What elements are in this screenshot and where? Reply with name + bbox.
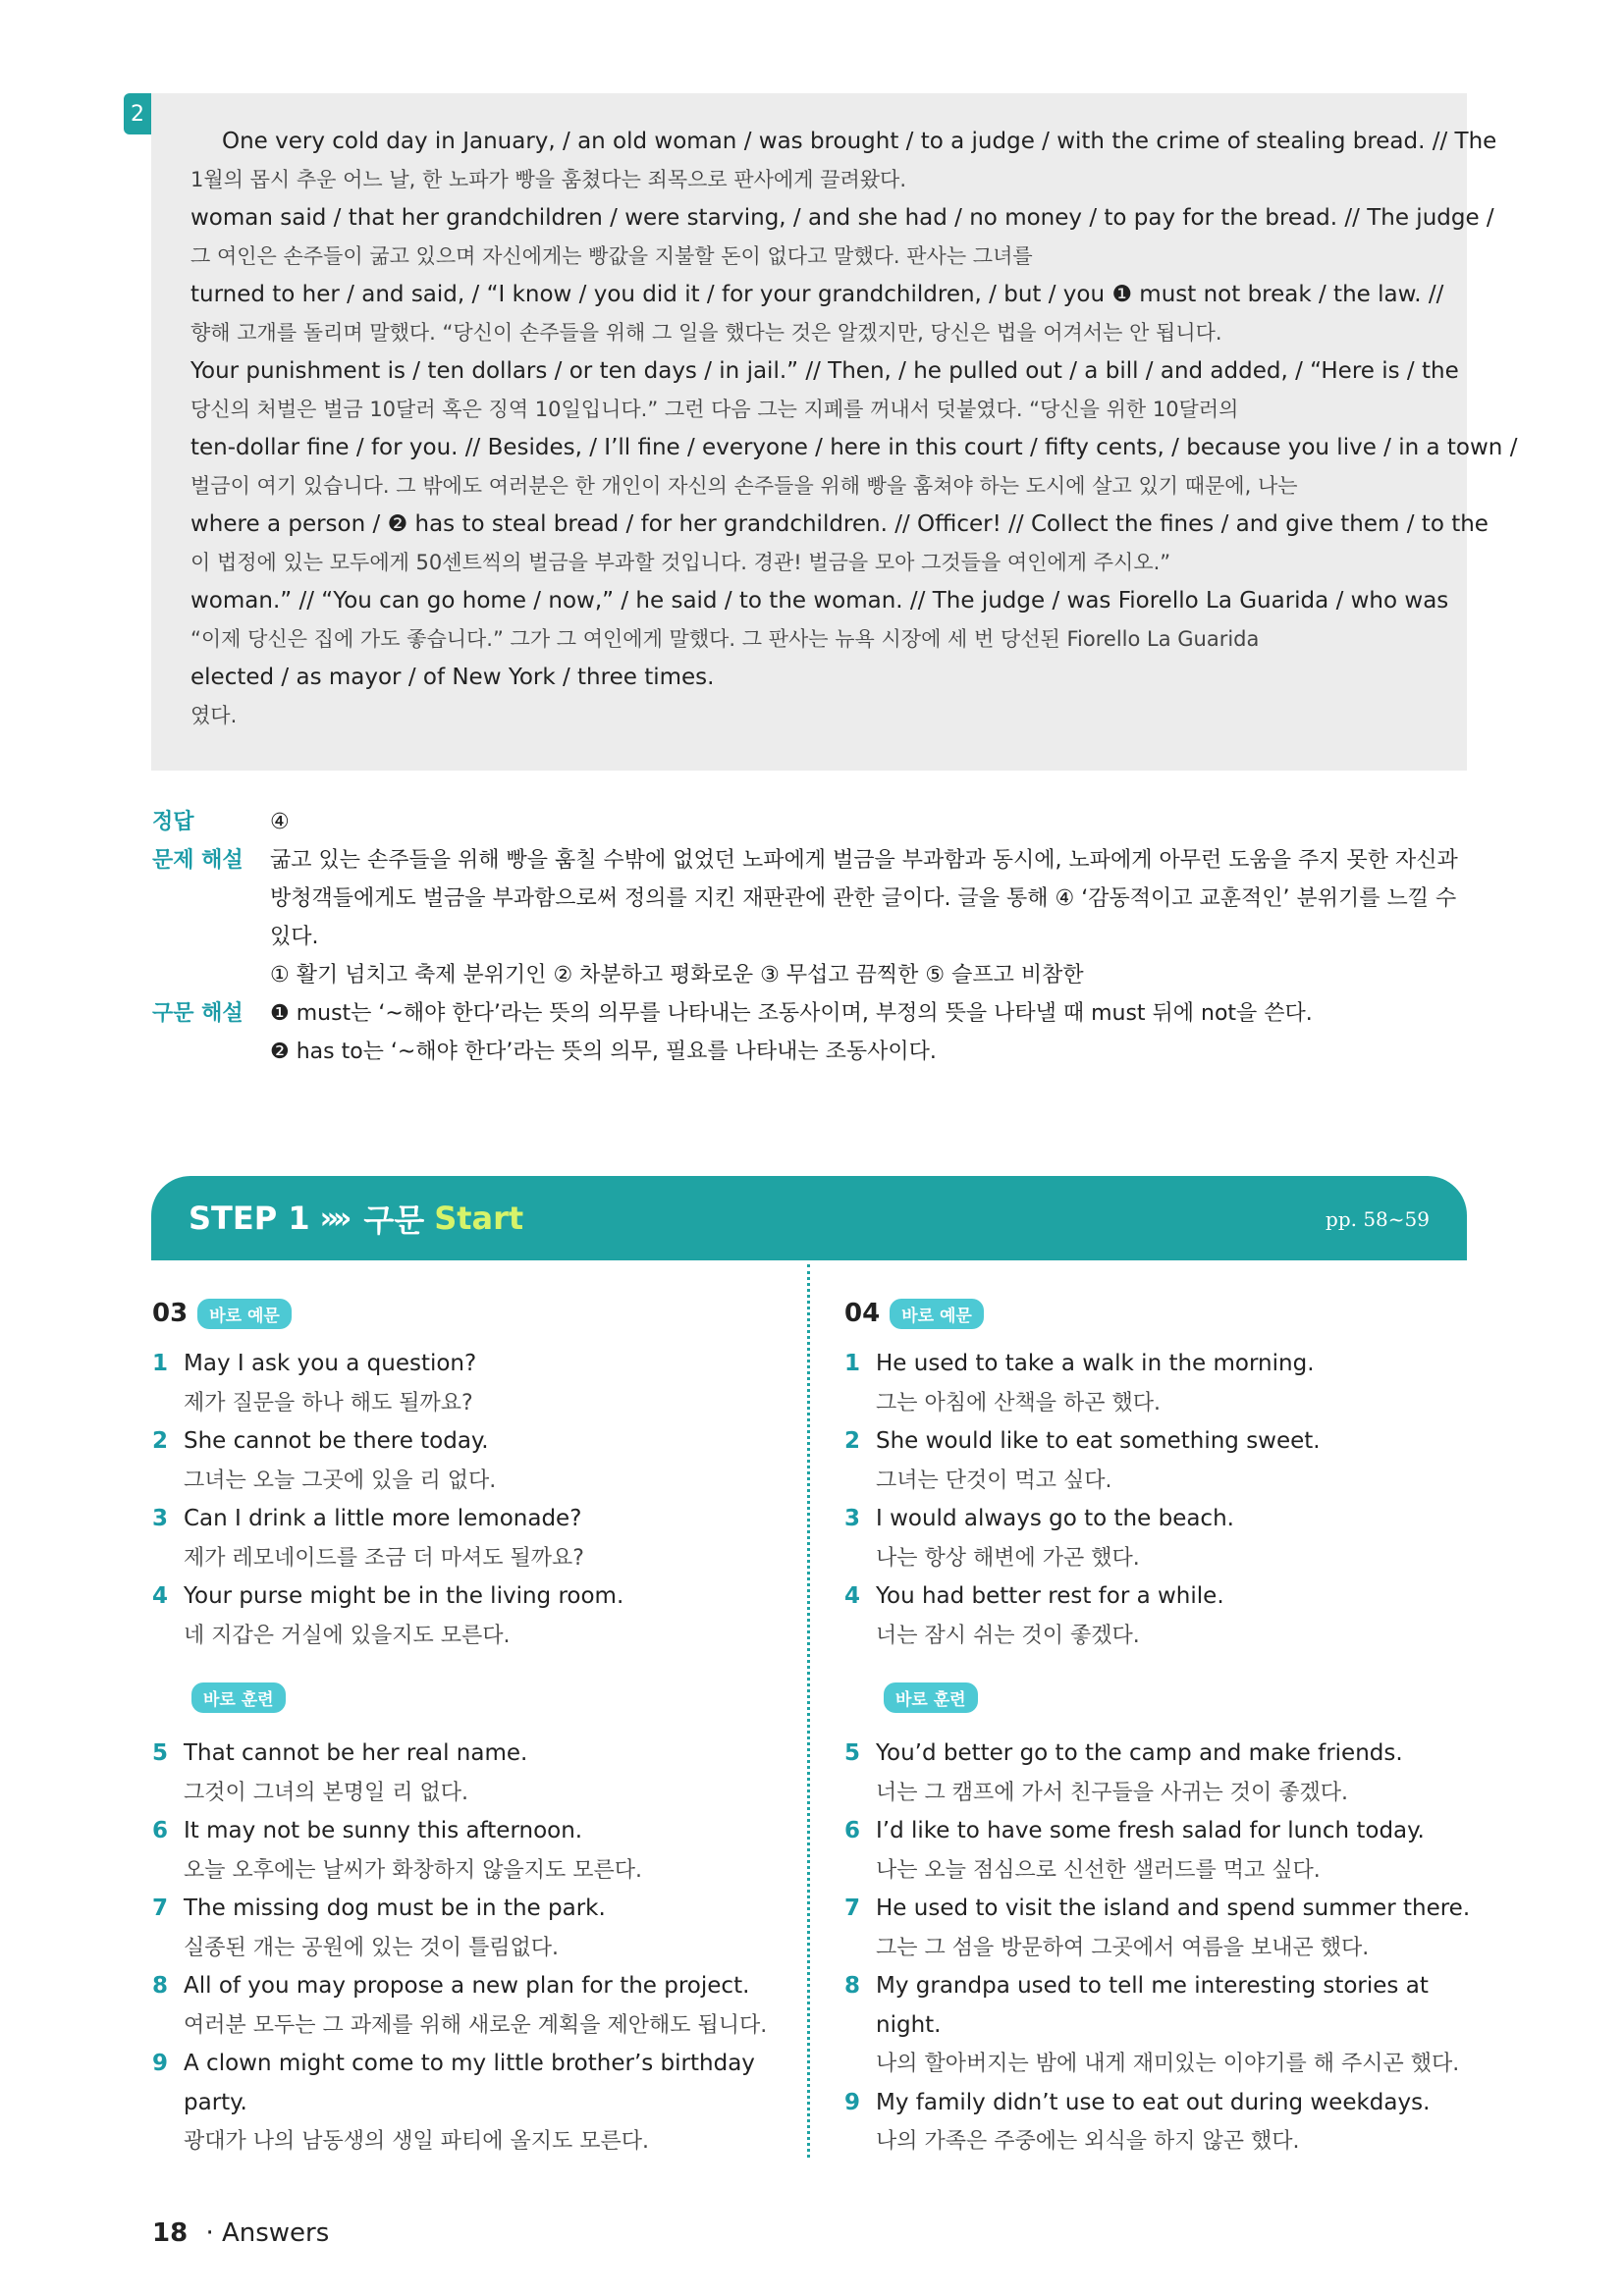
- item-number: 8: [152, 1973, 169, 1999]
- passage-korean-line: 당신의 처벌은 벌금 10달러 혹은 징역 10일입니다.” 그런 다음 그는 지폐를 꺼내서 덧붙였다. “당신을 위한 10달러의: [190, 398, 1239, 421]
- passage-korean-line: 향해 고개를 돌리며 말했다. “당신이 손주들을 위해 그 일을 했다는 것은 알겠지만, 당신은 법을 어겨서는 안 됩니다.: [190, 321, 1222, 345]
- item-number: 7: [844, 1896, 861, 1921]
- item-korean: 그것이 그녀의 본명일 리 없다.: [184, 1780, 468, 1805]
- step-title: [189, 1196, 523, 1241]
- item-text: [876, 1422, 1473, 1500]
- item-korean: 네 지갑은 거실에 있을지도 모른다.: [184, 1623, 511, 1648]
- page-reference: pp. 58~59: [1326, 1207, 1430, 1231]
- item-number: 9: [844, 2089, 861, 2115]
- passage-english-line: woman.” // “You can go home / now,” / he said / to the woman. // The judge / was Fiorello La Guarida / who was: [190, 588, 1449, 614]
- item-english: He used to take a walk in the morning.: [876, 1351, 1315, 1376]
- sentence-item: [152, 1500, 781, 1577]
- item-text: [876, 1812, 1473, 1890]
- sentence-item: [152, 1812, 781, 1890]
- item-number: 2: [152, 1428, 169, 1454]
- section-header: [844, 1294, 1473, 1333]
- section-number: 04: [844, 1299, 881, 1328]
- item-text: [184, 1890, 781, 1967]
- item-korean: 그는 아침에 산책을 하곤 했다.: [876, 1390, 1161, 1415]
- answer-label: 정답: [152, 810, 194, 834]
- syntax-text: [270, 994, 1468, 1071]
- passage-english-line: elected / as mayor / of New York / three times.: [190, 665, 715, 690]
- section-header: [152, 1294, 781, 1333]
- item-text: [876, 1735, 1473, 1812]
- item-number: 7: [152, 1896, 169, 1921]
- answer-section: [152, 803, 1468, 1071]
- item-text: [184, 1577, 781, 1655]
- syntax-row: [152, 994, 1468, 1071]
- item-text: [876, 2084, 1473, 2162]
- item-english: All of you may propose a new plan for the project.: [184, 1973, 750, 1999]
- item-korean: 나는 항상 해변에 가곤 했다.: [876, 1545, 1140, 1571]
- item-number: 9: [152, 2051, 169, 2076]
- sentence-item: [844, 2084, 1473, 2162]
- item-english: I would always go to the beach.: [876, 1506, 1234, 1531]
- item-english: She would like to eat something sweet.: [876, 1428, 1321, 1454]
- item-number: 5: [152, 1740, 169, 1766]
- item-number: 4: [844, 1583, 861, 1609]
- step-title-en: Start: [434, 1200, 524, 1237]
- item-english: I’d like to have some fresh salad for lunch today.: [876, 1818, 1425, 1843]
- sentence-item: [844, 1890, 1473, 1967]
- item-number: 5: [844, 1740, 861, 1766]
- double-chevron-icon: »»: [319, 1201, 347, 1236]
- syntax-line: ❷ has to는 ‘~해야 한다’라는 뜻의 의무, 필요를 나타내는 조동사이다.: [270, 1040, 937, 1064]
- item-korean: 너는 잠시 쉬는 것이 좋겠다.: [876, 1623, 1140, 1648]
- item-korean: 오늘 오후에는 날씨가 화창하지 않을지도 모른다.: [184, 1857, 643, 1883]
- item-text: [184, 1735, 781, 1812]
- item-number: 1: [844, 1351, 861, 1376]
- step-title-ko: 구문: [363, 1201, 425, 1239]
- explanation-line: 굶고 있는 손주들을 위해 빵을 훔칠 수밖에 없었던 노파에게 벌금을 부과함과 동시에, 노파에게 아무런 도움을 주지 못한 자신과: [270, 848, 1458, 873]
- item-english: He used to visit the island and spend summer there.: [876, 1896, 1471, 1921]
- passage-korean-line: “이제 당신은 집에 가도 좋습니다.” 그가 그 여인에게 말했다. 그 판사는 뉴욕 시장에 세 번 당선된 Fiorello La Guarida: [190, 627, 1260, 651]
- footer-label: Answers: [221, 2218, 330, 2248]
- item-english: That cannot be her real name.: [184, 1740, 528, 1766]
- passage-number-tab: [124, 93, 151, 134]
- item-korean: 제가 질문을 하나 해도 될까요?: [184, 1390, 473, 1415]
- practice-list: [844, 1735, 1473, 2162]
- item-english: A clown might come to my little brother’s birthday party.: [184, 2051, 755, 2115]
- explanation-row: [152, 841, 1468, 994]
- item-text: [184, 1967, 781, 2045]
- example-list: [152, 1345, 781, 1655]
- item-korean: 여러분 모두는 그 과제를 위해 새로운 계획을 제안해도 됩니다.: [184, 2012, 768, 2038]
- item-english: You’d better go to the camp and make friends.: [876, 1740, 1403, 1766]
- item-korean: 제가 레모네이드를 조금 더 마셔도 될까요?: [184, 1545, 584, 1571]
- item-text: [184, 1500, 781, 1577]
- item-text: [184, 1345, 781, 1422]
- item-text: [184, 1812, 781, 1890]
- item-english: Your purse might be in the living room.: [184, 1583, 624, 1609]
- reading-passage-panel: [151, 93, 1518, 771]
- sentence-item: [844, 1812, 1473, 1890]
- sentence-item: [844, 1577, 1473, 1655]
- item-text: [876, 1890, 1473, 1967]
- item-korean: 그는 그 섬을 방문하여 그곳에서 여름을 보내곤 했다.: [876, 1935, 1370, 1960]
- syntax-line: ❶ must는 ‘~해야 한다’라는 뜻의 의무를 나타내는 조동사이며, 부정의 뜻을 나타낼 때 must 뒤에 not을 쓴다.: [270, 1001, 1313, 1026]
- practice-badge: 바로 훈련: [884, 1682, 978, 1713]
- item-number: 8: [844, 1973, 861, 1999]
- passage-english-line: ten-dollar fine / for you. // Besides, / I’ll fine / everyone / here in this court / fifty cents, / because you live / in a town /: [190, 435, 1518, 460]
- passage-korean-line: 이 법정에 있는 모두에게 50센트씩의 벌금을 부과할 것입니다. 경관! 벌금을 모아 그것들을 여인에게 주시오.”: [190, 551, 1171, 574]
- item-text: [876, 1577, 1473, 1655]
- explanation-text: [270, 841, 1468, 994]
- example-badge: 바로 예문: [197, 1299, 292, 1329]
- step-label: STEP 1: [189, 1200, 310, 1237]
- passage-korean-line: 였다.: [190, 704, 238, 727]
- item-english: My grandpa used to tell me interesting stories at night.: [876, 1973, 1429, 2038]
- item-english: Can I drink a little more lemonade?: [184, 1506, 582, 1531]
- right-column: [844, 1294, 1473, 2162]
- left-column: [152, 1294, 781, 2162]
- item-text: [876, 1500, 1473, 1577]
- example-badge: 바로 예문: [890, 1299, 984, 1329]
- item-korean: 나의 할아버지는 밤에 내게 재미있는 이야기를 해 주시곤 했다.: [876, 2052, 1460, 2076]
- sentence-item: [152, 1967, 781, 2045]
- sentence-item: [844, 1735, 1473, 1812]
- passage-english-line: turned to her / and said, / “I know / you did it / for your grandchildren, / but / you ❶ must not break / the law. //: [190, 282, 1444, 307]
- item-korean: 실종된 개는 공원에 있는 것이 틀림없다.: [184, 1935, 559, 1960]
- item-text: [876, 1967, 1473, 2084]
- explanation-options: ① 활기 넘치고 축제 분위기인 ② 차분하고 평화로운 ③ 무섭고 끔찍한 ⑤ 슬프고 비참한: [270, 963, 1084, 988]
- sentence-item: [152, 1890, 781, 1967]
- passage-english-line: Your punishment is / ten dollars / or ten days / in jail.” // Then, / he pulled out / a bill / and added, / “Here is / the: [190, 358, 1459, 384]
- step-banner: [151, 1176, 1467, 1260]
- item-number: 2: [844, 1428, 861, 1454]
- item-text: [876, 1345, 1473, 1422]
- item-number: 6: [152, 1818, 169, 1843]
- page-number: 18: [152, 2218, 189, 2248]
- item-korean: 그녀는 단것이 먹고 싶다.: [876, 1468, 1112, 1493]
- item-korean: 그녀는 오늘 그곳에 있을 리 없다.: [184, 1468, 497, 1493]
- item-korean: 광대가 나의 남동생의 생일 파티에 올지도 모른다.: [184, 2129, 649, 2154]
- passage-lines: [190, 123, 1518, 735]
- passage-korean-line: 1월의 몹시 추운 어느 날, 한 노파가 빵을 훔쳤다는 죄목으로 판사에게 끌려왔다.: [190, 168, 907, 191]
- sentence-item: [844, 1967, 1473, 2084]
- sentence-item: [152, 1735, 781, 1812]
- answer-value: ④: [270, 810, 290, 834]
- explanation-line: 방청객들에게도 벌금을 부과함으로써 정의를 지킨 재판관에 관한 글이다. 글을 통해 ④ ‘감동적이고 교훈적인’ 분위기를 느낄 수: [270, 886, 1457, 911]
- example-list: [844, 1345, 1473, 1655]
- sentence-item: [152, 1422, 781, 1500]
- item-english: She cannot be there today.: [184, 1428, 489, 1454]
- sentence-item: [152, 2045, 781, 2162]
- sentence-item: [844, 1500, 1473, 1577]
- item-korean: 나는 오늘 점심으로 신선한 샐러드를 먹고 싶다.: [876, 1857, 1321, 1883]
- item-korean: 나의 가족은 주중에는 외식을 하지 않곤 했다.: [876, 2129, 1300, 2154]
- answer-row: [152, 803, 1468, 841]
- practice-list: [152, 1735, 781, 2162]
- column-divider: [807, 1264, 810, 2158]
- sentence-item: [152, 1577, 781, 1655]
- explanation-line: 있다.: [270, 925, 319, 949]
- item-number: 3: [152, 1506, 169, 1531]
- passage-korean-line: 벌금이 여기 있습니다. 그 밖에도 여러분은 한 개인이 자신의 손주들을 위해 빵을 훔쳐야 하는 도시에 살고 있기 때문에, 나는: [190, 474, 1298, 498]
- sentence-item: [844, 1345, 1473, 1422]
- practice-badge: 바로 훈련: [191, 1682, 286, 1713]
- item-text: [184, 2045, 781, 2162]
- item-korean: 너는 그 캠프에 가서 친구들을 사귀는 것이 좋겠다.: [876, 1780, 1348, 1805]
- item-number: 3: [844, 1506, 861, 1531]
- passage-number: 2: [131, 101, 144, 127]
- item-english: The missing dog must be in the park.: [184, 1896, 606, 1921]
- sentence-item: [844, 1422, 1473, 1500]
- explanation-label: 문제 해설: [152, 848, 244, 873]
- passage-korean-line: 그 여인은 손주들이 굶고 있으며 자신에게는 빵값을 지불할 돈이 없다고 말했다. 판사는 그녀를: [190, 244, 1033, 268]
- passage-english-line: One very cold day in January, / an old woman / was brought / to a judge / with the crime of stealing bread. // The: [222, 129, 1497, 154]
- item-english: May I ask you a question?: [184, 1351, 477, 1376]
- section-number: 03: [152, 1299, 189, 1328]
- item-number: 1: [152, 1351, 169, 1376]
- passage-english-line: where a person / ❷ has to steal bread / for her grandchildren. // Officer! // Collect the fines / and give them / to the: [190, 511, 1489, 537]
- item-english: It may not be sunny this afternoon.: [184, 1818, 583, 1843]
- page-footer: [152, 2218, 329, 2248]
- syntax-label: 구문 해설: [152, 1001, 244, 1026]
- footer-separator: ·: [205, 2218, 214, 2248]
- item-number: 4: [152, 1583, 169, 1609]
- sentence-item: [152, 1345, 781, 1422]
- item-english: My family didn’t use to eat out during weekdays.: [876, 2089, 1431, 2115]
- passage-english-line: woman said / that her grandchildren / were starving, / and she had / no money / to pay for the bread. // The judge /: [190, 205, 1494, 231]
- item-number: 6: [844, 1818, 861, 1843]
- item-text: [184, 1422, 781, 1500]
- item-english: You had better rest for a while.: [876, 1583, 1224, 1609]
